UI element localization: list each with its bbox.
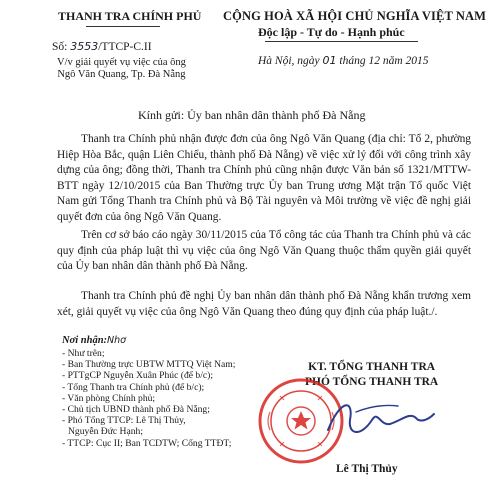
list-item: - PTTgCP Nguyễn Xuân Phúc (để b/c); — [62, 370, 213, 382]
list-item: - Tổng Thanh tra Chính phủ (để b/c); — [62, 381, 205, 393]
body-paragraph-1: Thanh tra Chính phủ nhận được đơn của ông Ngô Văn Quang (địa chỉ: Tổ 2, phường Hiệp Hòa Bắc, quận Liên Chiểu, thành phố Đà Nẵng) về việc xử lý đối với công trình xây dựng của ông; đồng thời, Thanh tra Chính phủ cũng nhận được Văn bản số 1321/MTTW-BTT ngày 12/10/2015 của Ban Thường trực Ủy ban Trung ương Mặt trận Tổ quốc Việt Nam gửi Tổng Thanh tra Chính phủ và Bộ Tài nguyên và Môi trường về việc đề nghị giải quyết đơn của ông Ngô Văn Quang. — [57, 133, 471, 223]
recipient-line: Kính gửi: Ủy ban nhân dân thành phố Đà Nẵng — [138, 108, 366, 122]
doc-number-suffix: /TTCP-C.II — [98, 41, 152, 53]
handwritten-signature-icon — [320, 390, 440, 450]
national-motto: Độc lập - Tự do - Hạnh phúc — [258, 25, 405, 39]
list-item: - TTCP: Cục II; Ban TCDTW; Cổng TTĐT; — [62, 437, 232, 449]
list-item: Nguyễn Đức Hạnh; — [68, 426, 144, 438]
date-day-handwritten: 01 — [322, 54, 337, 67]
date-suffix: tháng 12 năm 2015 — [339, 55, 429, 67]
list-item: - Chủ tịch UBND thành phố Đà Nẵng; — [62, 404, 210, 416]
national-title: CỘNG HOÀ XÃ HỘI CHỦ NGHĨA VIỆT NAM — [223, 9, 487, 23]
date-prefix: Hà Nội, ngày — [258, 55, 320, 67]
doc-number-prefix: Số: — [52, 41, 68, 53]
list-item: - Phó Tổng TTCP: Lê Thị Thủy, — [62, 415, 186, 427]
recipients-title-text: Nơi nhận: — [62, 335, 108, 346]
agency-underline — [86, 26, 160, 27]
issuing-agency: THANH TRA CHÍNH PHỦ — [58, 9, 202, 23]
signer-name: Lê Thị Thủy — [336, 463, 398, 475]
list-item: - Như trên; — [62, 348, 105, 359]
document-number — [52, 40, 152, 53]
list-item: - Ban Thường trực UBTW MTTQ Việt Nam; — [62, 359, 236, 371]
motto-underline — [265, 41, 418, 42]
recipients-handwritten-mark: Nhơ — [107, 335, 126, 346]
subject-line-1: V/v giải quyết vụ việc của ông — [57, 57, 186, 68]
subject-line — [57, 57, 186, 81]
doc-number-handwritten: 3553 — [70, 40, 99, 53]
subject-line-2: Ngô Văn Quang, Tp. Đà Nẵng — [57, 69, 186, 80]
body-paragraph-3: Thanh tra Chính phủ đề nghị Ủy ban nhân dân thành phố Đà Nẵng khẩn trương xem xét, giải quyết vụ việc của ông Ngô Văn Quang theo đúng quy định của pháp luật./. — [57, 290, 471, 318]
signature-title-line-1: KT. TỔNG THANH TRA — [308, 361, 436, 373]
body-paragraph-2: Trên cơ sở báo cáo ngày 30/11/2015 của Tổ công tác của Thanh tra Chính phủ và các quy định của pháp luật thì vụ việc của ông Ngô Văn Quang thuộc thẩm quyền giải quyết của Ủy ban nhân dân thành phố Đà Nẵng. — [57, 229, 471, 273]
issue-date — [258, 54, 429, 67]
list-item: - Văn phòng Chính phủ; — [62, 392, 156, 404]
recipients-list — [62, 348, 235, 449]
signature-title-line-2: PHÓ TỔNG THANH TRA — [305, 376, 439, 388]
recipients-title — [62, 335, 126, 346]
